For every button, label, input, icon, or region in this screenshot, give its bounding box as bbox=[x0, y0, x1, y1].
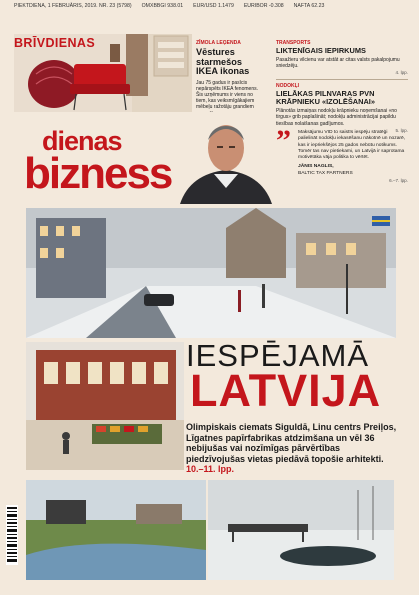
quote-mark-icon: ” bbox=[276, 124, 291, 157]
headline-line1: IESPĒJAMĀ bbox=[186, 338, 369, 373]
photo-brick-center[interactable] bbox=[26, 342, 184, 470]
market-ticker-bar bbox=[0, 0, 419, 11]
portrait-photo bbox=[176, 112, 276, 204]
right-teasers bbox=[276, 40, 408, 133]
pull-quote[interactable] bbox=[298, 130, 408, 184]
barcode-icon bbox=[6, 505, 18, 565]
story-body: Pasažieru vilcienu var atstāt ar citas valsts pakalpojumu sniedzēju. bbox=[276, 57, 400, 70]
story-page-ref: 4. lpp. bbox=[395, 70, 408, 76]
story-kicker: TRANSPORTS bbox=[276, 40, 311, 46]
story-page-ref: 5. lpp. bbox=[395, 127, 408, 133]
story-kicker: NODOKĻI bbox=[276, 83, 300, 90]
river-park-illustration bbox=[26, 480, 206, 580]
lead-paragraph[interactable] bbox=[186, 422, 398, 475]
brick-building-illustration bbox=[26, 342, 184, 470]
eurusd-rate: EUR/USD 1.1479 bbox=[193, 2, 234, 9]
omx-index: OMXBBGI 938.01 bbox=[141, 2, 184, 9]
divider bbox=[276, 79, 408, 80]
pavilion-lake-illustration bbox=[208, 480, 394, 580]
story-title: LIELĀKAS PILNVARAS PVN KRĀPNIEKU «IZOLĒŠANAI» bbox=[276, 89, 375, 107]
lead-page-ref: 10.–11. lpp. bbox=[186, 464, 235, 475]
masthead-logo-line2: bizness bbox=[24, 149, 172, 198]
hero-photo-winter-village[interactable] bbox=[26, 208, 396, 338]
story-transport[interactable] bbox=[276, 40, 408, 76]
story-title: LIKTENĪGAIS IEPIRKUMS bbox=[276, 46, 366, 56]
issue-date: PIEKTDIENA, 1 FEBRUĀRIS, 2019. NR. 23 (5798) bbox=[14, 2, 132, 9]
quote-author-role: BALTIC TAX PARTNERS bbox=[298, 170, 353, 176]
hero-illustration bbox=[26, 208, 396, 338]
story-tax[interactable] bbox=[276, 83, 408, 133]
photo-river-park[interactable] bbox=[26, 480, 206, 580]
portrait-illustration bbox=[176, 112, 276, 204]
masthead-logo-line1: dienas bbox=[42, 126, 122, 156]
brivdienas-label: BRĪVDIENAS bbox=[14, 36, 96, 50]
headline-line2: LATVIJA bbox=[190, 365, 382, 416]
quote-page-ref: 6.–7. lpp. bbox=[389, 177, 408, 183]
lead-text: Olimpiskais ciemats Siguldā, Linu centrs Preiļos, Līgatnes papīrfabrikas atdzimšana un vēl 36 nebijušas vai nozīmīgas pārvērtības piedzīvojušas vietas piedāvā topošie arhitekti. bbox=[186, 422, 397, 464]
oil-price: NAFTA 62.23 bbox=[293, 2, 325, 9]
story-body: Jau 75 gadus ir pasīcis nepārspēts IKEA fenomens. Šis uzņēmums ir viens no tiem, kas veiksmīgākajiem mēbeļu ražotāju grandiem bbox=[196, 80, 258, 111]
euribor-rate: EURIBOR -0.308 bbox=[243, 2, 284, 9]
story-body: Plānotās izmaiņas nodokļu krāpnieku noņemšanai «no tirgus» grib paplašināt; nodokļu administrācijai papildu tiesības nolaišanas gadījumos. bbox=[276, 108, 397, 127]
story-title: Vēstures starmešos IKEA ikonas bbox=[196, 47, 250, 77]
photo-pavilion-lake[interactable] bbox=[208, 480, 394, 580]
quote-author: JĀNIS NAGLIS, bbox=[298, 164, 334, 170]
quote-text: Maksājumu VID to saistīs iespēju stratēģi palielināt nodokļu iekasēšanu nākotnē un nozarē, kas ir iepriekšējos 25 gados nebūtu notikums. Tomēr tas nav pietiekami, un Latvijā ir saprotama motivētāka vāja politika to vērtēt. bbox=[298, 130, 406, 161]
story-kicker: ZĪMOLA LEĢENDA bbox=[196, 40, 241, 46]
